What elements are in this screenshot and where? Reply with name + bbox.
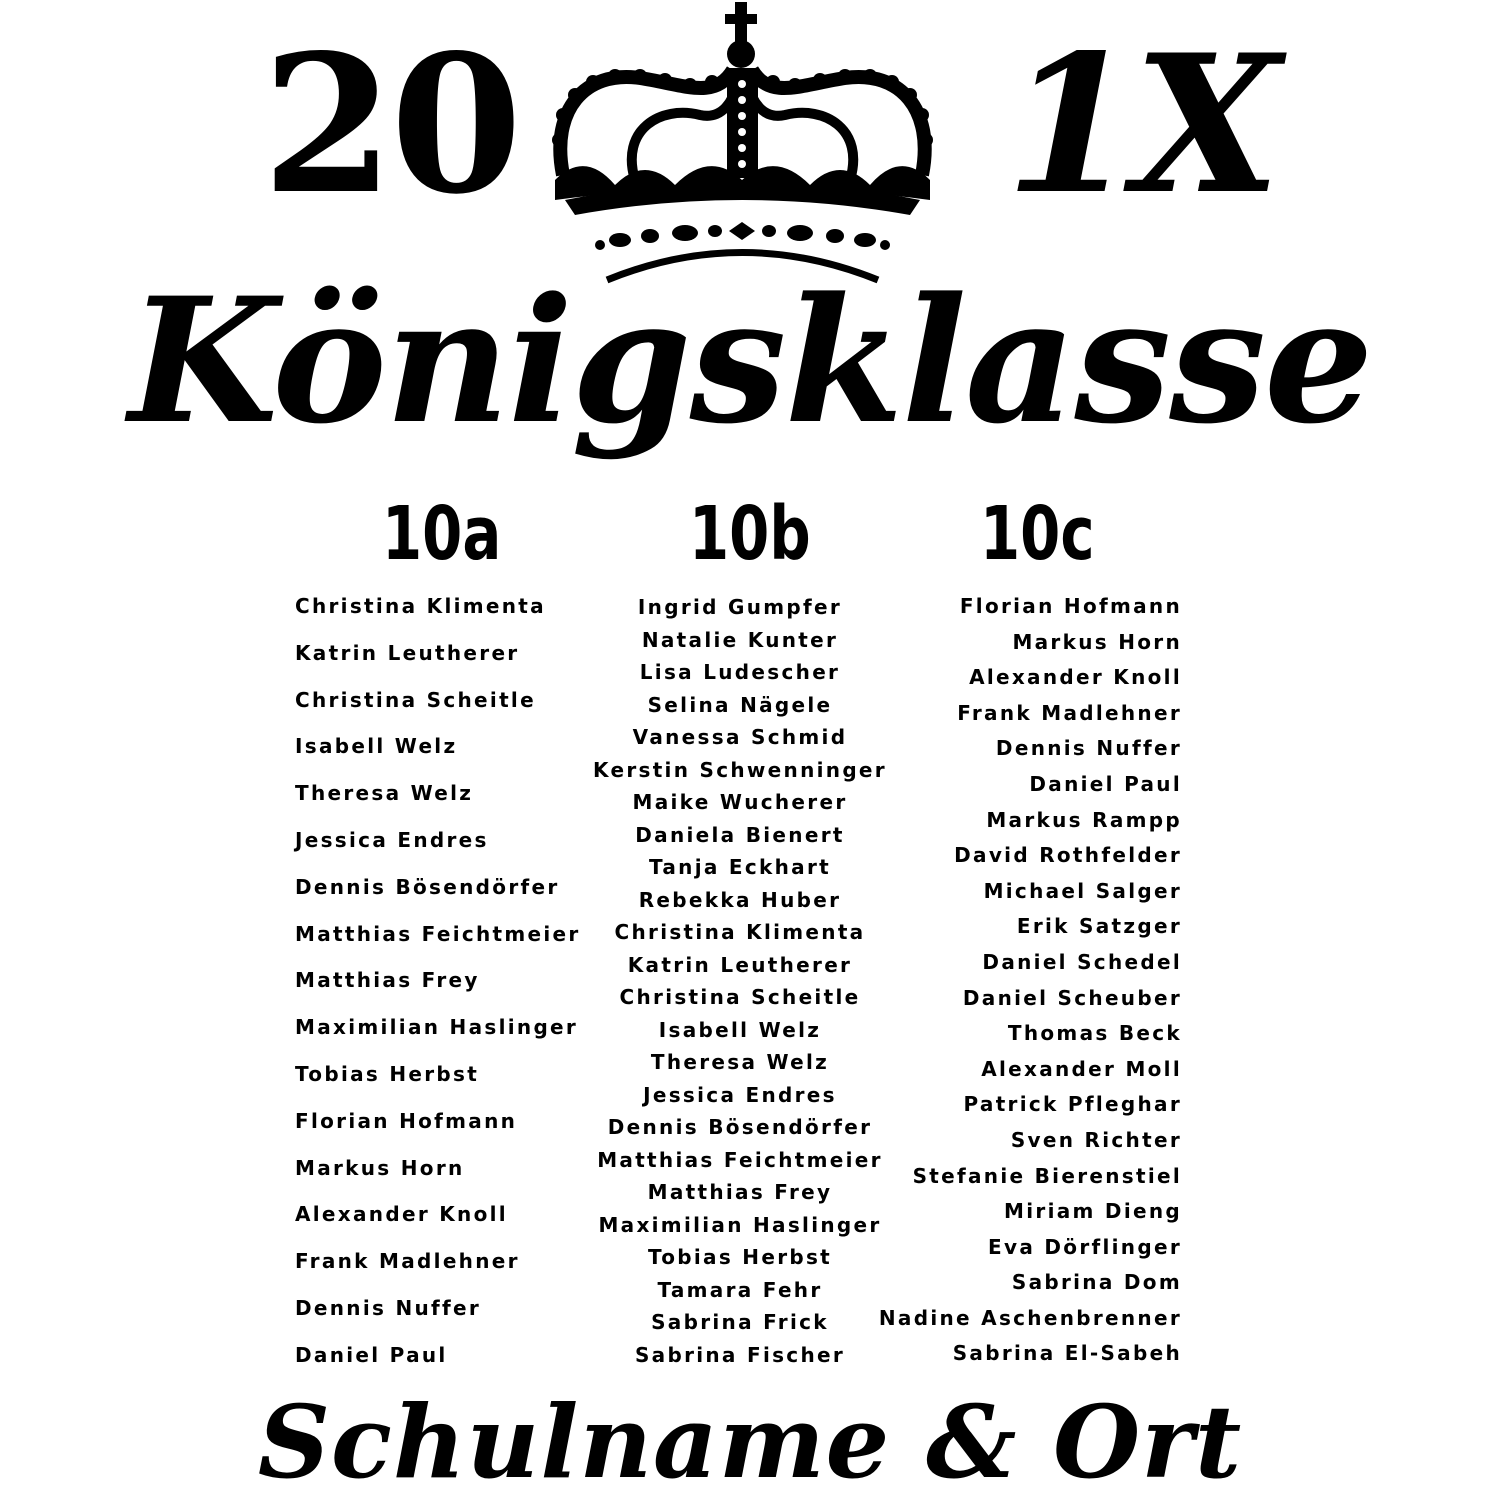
student-name: Markus Horn <box>295 1155 465 1180</box>
student-name: Rebekka Huber <box>638 887 842 912</box>
class-heading-10c: 10c <box>980 491 1095 577</box>
student-name: Theresa Welz <box>295 781 474 806</box>
student-name: Isabell Welz <box>295 734 458 759</box>
student-name: David Rothfelder <box>954 843 1182 868</box>
student-name: Sabrina Dom <box>1011 1270 1182 1295</box>
student-name: Daniel Paul <box>1029 771 1182 796</box>
student-name: Sabrina El-Sabeh <box>952 1341 1182 1366</box>
student-name: Christina Klimenta <box>614 920 866 944</box>
student-name: Alexander Knoll <box>969 665 1182 690</box>
student-name: Lisa Ludescher <box>639 660 841 684</box>
student-name: Thomas Beck <box>1007 1021 1182 1046</box>
student-name: Tamara Fehr <box>657 1277 823 1302</box>
year-left: 20 <box>262 13 519 236</box>
student-name: Frank Madlehner <box>295 1249 520 1274</box>
student-name: Dennis Nuffer <box>295 1295 482 1320</box>
student-name: Natalie Kunter <box>641 627 839 652</box>
student-name: Frank Madlehner <box>957 700 1182 725</box>
student-name: Matthias Frey <box>647 1180 833 1204</box>
student-name: Matthias Feichtmeier <box>597 1147 883 1172</box>
student-name: Markus Rampp <box>986 807 1182 832</box>
name-list-10c <box>860 593 1182 1376</box>
student-name: Tobias Herbst <box>647 1245 833 1269</box>
student-name: Florian Hofmann <box>959 594 1182 618</box>
student-name: Theresa Welz <box>650 1050 830 1074</box>
name-list-10b <box>590 594 890 1374</box>
class-heading-10a: 10a <box>382 491 502 577</box>
name-list-10a <box>295 593 581 1389</box>
student-name: Maximilian Haslinger <box>295 1015 579 1040</box>
student-name: Miriam Dieng <box>1004 1199 1182 1224</box>
student-name: Sabrina Fischer <box>634 1342 846 1367</box>
student-name: Patrick Pfleghar <box>963 1092 1182 1117</box>
student-name: Christina Scheitle <box>295 687 536 712</box>
student-name: Dennis Bösendörfer <box>607 1115 873 1139</box>
student-name: Maximilian Haslinger <box>598 1212 882 1237</box>
crown-icon <box>545 0 940 285</box>
student-name: Matthias Frey <box>295 968 480 993</box>
student-name: Jessica Endres <box>295 827 489 852</box>
student-name: Alexander Moll <box>981 1056 1182 1081</box>
student-name: Daniel Paul <box>295 1342 448 1367</box>
student-name: Ingrid Gumpfer <box>637 595 843 619</box>
student-name: Alexander Knoll <box>295 1202 508 1227</box>
student-name: Daniel Schedel <box>982 949 1182 974</box>
student-name: Tobias Herbst <box>295 1061 480 1086</box>
student-name: Katrin Leutherer <box>295 640 520 665</box>
student-name: Michael Salger <box>983 878 1182 903</box>
student-name: Dennis Nuffer <box>995 736 1182 761</box>
student-name: Nadine Aschenbrenner <box>878 1305 1182 1330</box>
student-name: Kerstin Schwenninger <box>593 757 887 782</box>
student-name: Florian Hofmann <box>295 1108 518 1133</box>
student-name: Jessica Endres <box>643 1082 837 1107</box>
student-name: Markus Horn <box>1012 629 1182 654</box>
student-name: Maike Wucherer <box>632 790 848 814</box>
class-heading-10b: 10b <box>689 491 811 577</box>
student-name: Vanessa Schmid <box>632 725 848 749</box>
student-name: Tanja Eckhart <box>649 855 831 879</box>
student-name: Christina Klimenta <box>295 594 546 618</box>
student-name: Selina Nägele <box>647 692 833 717</box>
student-name: Dennis Bösendörfer <box>295 874 560 899</box>
student-name: Eva Dörflinger <box>988 1234 1182 1259</box>
student-name: Daniela Bienert <box>635 822 845 847</box>
student-name: Sabrina Frick <box>651 1310 829 1334</box>
student-name: Isabell Welz <box>658 1017 822 1042</box>
student-name: Katrin Leutherer <box>627 952 853 977</box>
student-name: Sven Richter <box>1010 1127 1182 1152</box>
student-name: Daniel Scheuber <box>962 985 1182 1010</box>
student-name: Christina Scheitle <box>619 985 861 1009</box>
student-name: Matthias Feichtmeier <box>295 921 581 946</box>
year-right: 1X <box>1005 13 1277 236</box>
student-name: Stefanie Bierenstiel <box>912 1163 1182 1188</box>
page-title: Königsklasse <box>128 259 1372 462</box>
school-name-footer: Schulname & Ort <box>257 1383 1243 1501</box>
student-name: Erik Satzger <box>1016 914 1182 939</box>
